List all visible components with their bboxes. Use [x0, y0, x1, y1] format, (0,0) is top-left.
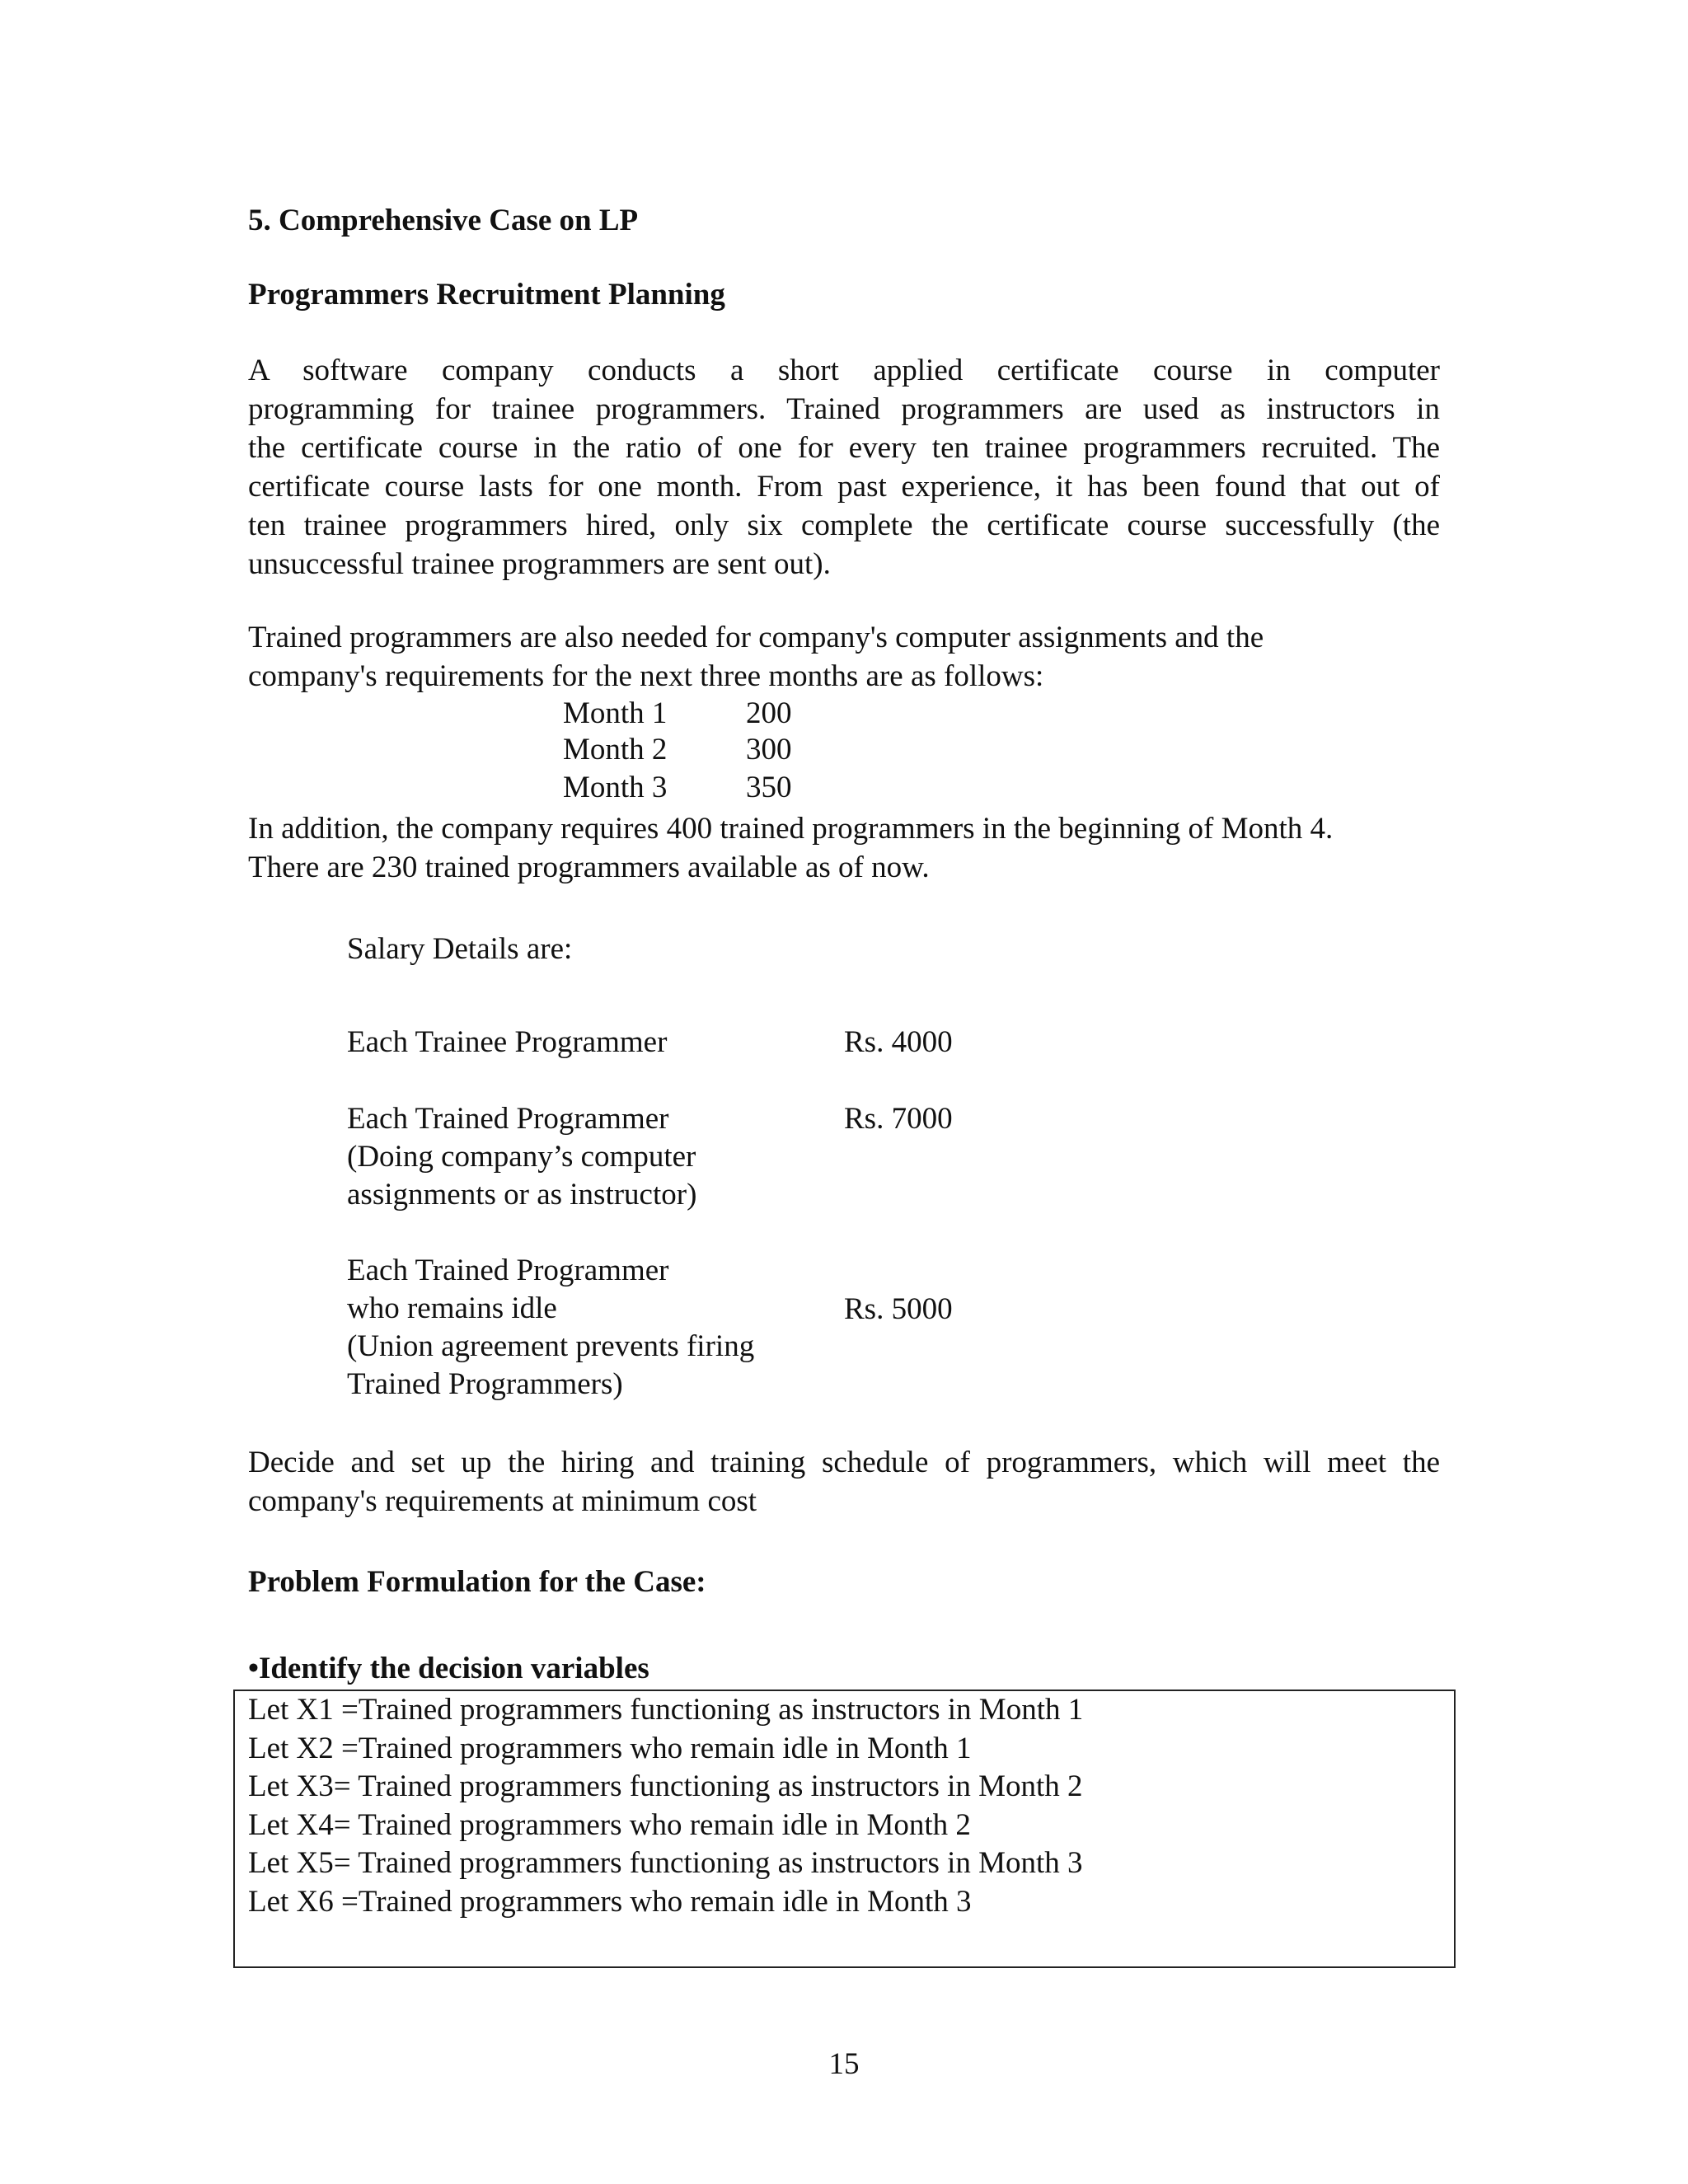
salary-item-label: Each Trained Programmer	[347, 1254, 669, 1287]
requirement-row-month-1	[563, 696, 792, 732]
decision-variable: Let X5= Trained programmers functioning as instructors in Month 3	[248, 1846, 1083, 1880]
decision-variable: Let X1 =Trained programmers functioning as instructors in Month 1	[248, 1693, 1084, 1727]
case-title: Programmers Recruitment Planning	[248, 278, 725, 312]
salary-item-label: Trained Programmers)	[347, 1367, 623, 1401]
decision-variable: Let X2 =Trained programmers who remain idle in Month 1	[248, 1731, 972, 1765]
salary-amount-trainee: Rs. 4000	[844, 1025, 953, 1059]
salary-item-label: (Doing company’s computer	[347, 1140, 696, 1174]
formulation-heading: Problem Formulation for the Case:	[248, 1565, 706, 1599]
requirement-month: Month 1	[563, 696, 668, 730]
requirement-value: 300	[746, 733, 792, 766]
decision-variables-list	[248, 1691, 1083, 1921]
requirement-month: Month 3	[563, 771, 668, 804]
addition-paragraph	[248, 809, 1440, 887]
decision-paragraph	[248, 1443, 1440, 1521]
requirements-intro-line: company's requirements for the next three months are as follows:	[248, 659, 1044, 693]
intro-line: ten trainee programmers hired, only six complete the certificate course successfully (the	[248, 509, 1440, 542]
salary-item-trainee	[347, 1024, 667, 1062]
decision-variable: Let X3= Trained programmers functioning as instructors in Month 2	[248, 1769, 1083, 1803]
addition-line: In addition, the company requires 400 trained programmers in the beginning of Month 4.	[248, 812, 1334, 846]
intro-line: certificate course lasts for one month. From past experience, it has been found that out of	[248, 470, 1440, 504]
requirements-intro-line: Trained programmers are also needed for company's computer assignments and the	[248, 621, 1264, 654]
decision-line: Decide and set up the hiring and training schedule of programmers, which will meet the	[248, 1446, 1440, 1479]
requirement-row-month-3	[563, 770, 792, 806]
intro-paragraph	[248, 351, 1440, 581]
requirement-month: Month 2	[563, 733, 668, 766]
bullet-heading: •Identify the decision variables	[248, 1652, 649, 1685]
salary-heading: Salary Details are:	[347, 932, 573, 966]
salary-amount-idle: Rs. 5000	[844, 1292, 953, 1326]
salary-item-label: assignments or as instructor)	[347, 1178, 697, 1212]
intro-line: the certificate course in the ratio of one for every ten trainee programmers recruited. The	[248, 431, 1440, 465]
salary-item-label: Each Trained Programmer	[347, 1102, 669, 1136]
salary-item-trained	[347, 1100, 696, 1214]
requirement-row-month-2	[563, 732, 792, 768]
salary-item-label: who remains idle	[347, 1291, 557, 1325]
salary-item-idle	[347, 1252, 754, 1404]
salary-amount-trained: Rs. 7000	[844, 1102, 953, 1136]
intro-line: unsuccessful trainee programmers are sent out).	[248, 547, 831, 581]
page-number: 15	[828, 2047, 860, 2081]
requirement-value: 200	[746, 696, 792, 730]
decision-variable: Let X4= Trained programmers who remain idle in Month 2	[248, 1807, 971, 1842]
salary-item-label: Each Trainee Programmer	[347, 1025, 668, 1059]
requirements-intro	[248, 618, 1440, 696]
intro-line: programming for trainee programmers. Trained programmers are used as instructors in	[248, 392, 1440, 426]
salary-item-label: (Union agreement prevents firing	[347, 1329, 755, 1363]
decision-variable: Let X6 =Trained programmers who remain idle in Month 3	[248, 1884, 972, 1919]
addition-line: There are 230 trained programmers available as of now.	[248, 851, 930, 884]
decision-line: company's requirements at minimum cost	[248, 1484, 757, 1518]
requirement-value: 350	[746, 771, 792, 804]
section-title: 5. Comprehensive Case on LP	[248, 204, 639, 237]
intro-line: A software company conducts a short applied certificate course in computer	[248, 354, 1440, 387]
